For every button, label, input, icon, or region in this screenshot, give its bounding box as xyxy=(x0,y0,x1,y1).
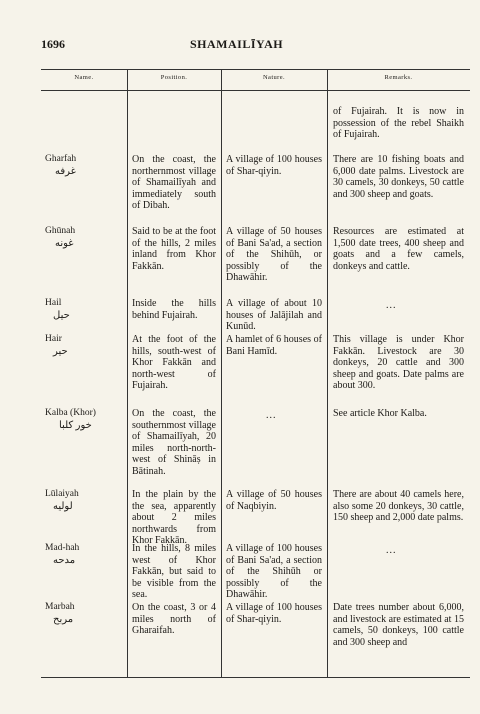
arabic-name: حير xyxy=(53,346,68,358)
entry-remarks: There are 10 fishing boats and 6,000 date palms. Livestock are 30 camels, 30 donkeys, 50 cattle and 300 sheep and goats. xyxy=(333,154,464,200)
entry-position: Said to be at the foot of the hills, 2 miles inland from Khor Fakkān. xyxy=(132,226,216,272)
arabic-name: غرفه xyxy=(55,166,76,178)
arabic-name: حيل xyxy=(53,310,70,322)
column-header-name: Name. xyxy=(74,74,94,81)
entry-position: On the coast, 3 or 4 miles north of Gharaifah. xyxy=(132,602,216,636)
entry-position: In the hills, 8 miles west of Khor Fakkān, but said to be visible from the sea. xyxy=(132,543,216,600)
entry-position: In the plain by the the sea, apparently about 2 miles northwards from Khor Fakkān. xyxy=(132,489,216,546)
entry-nature: A village of 100 houses of Bani Sa'ad, a section of the Shihūh or possibly of the Dhawāhir. xyxy=(226,543,322,600)
running-head: SHAMAILĪYAH xyxy=(190,37,284,51)
arabic-name: مربح xyxy=(53,614,74,626)
column-header-position: Position. xyxy=(160,74,188,81)
table-bottom-rule xyxy=(41,677,470,678)
column-divider-2 xyxy=(221,69,222,677)
entry-remarks: This village is under Khor Fakkān. Livestock are 30 donkeys, 20 cattle and 300 sheep and goats. Date palms are about 300. xyxy=(333,334,464,391)
arabic-name: خور كلبا xyxy=(59,420,92,432)
page-number: 1696 xyxy=(41,37,65,51)
entry-name: Kalba (Khor) خور كلبا xyxy=(45,408,96,432)
arabic-name: مدحه xyxy=(53,555,76,567)
entry-remarks: Date trees number about 6,000, and livestock are estimated at 15 camels, 50 donkeys, 100 cattle and 300 sheep and xyxy=(333,602,464,648)
entry-nature: A village of 50 houses of Bani Sa'ad, a section of the Shihūh, or possibly of the Dhawāhir. xyxy=(226,226,322,283)
entry-name: Hair حير xyxy=(45,334,68,358)
entry-nature: A village of 50 houses of Naqbiyin. xyxy=(226,489,322,512)
entry-nature: A village of 100 houses of Shar-qiyin. xyxy=(226,154,322,177)
entry-position: At the foot of the hills, south-west of Khor Fakkān and north-west of Fujairah. xyxy=(132,334,216,391)
entry-position: Inside the hills behind Fujairah. xyxy=(132,298,216,321)
arabic-name: لوليه xyxy=(53,501,73,513)
entry-remarks: See article Khor Kalba. xyxy=(333,408,427,419)
entry-position: On the coast, the northernmost village of Shamailīyah and immediately south of Dibah. xyxy=(132,154,216,211)
entry-name: Gharfah غرفه xyxy=(45,154,77,178)
column-divider-3 xyxy=(327,69,328,677)
entry-remarks-empty: ... xyxy=(386,300,397,311)
arabic-name: غونه xyxy=(55,238,74,250)
entry-name: Mad-hah مدحه xyxy=(45,543,80,567)
entry-name: Lūlaiyah لوليه xyxy=(45,489,79,513)
entry-nature: A hamlet of 6 houses of Bani Hamīd. xyxy=(226,334,322,357)
entry-name: Ghūnah غونه xyxy=(45,226,76,250)
entry-remarks-empty: ... xyxy=(386,545,397,556)
column-divider-1 xyxy=(127,69,128,677)
entry-nature-empty: ... xyxy=(266,410,277,421)
entry-nature: A village of about 10 houses of Jalājilah and Kunūd. xyxy=(226,298,322,332)
entry-name: Hail حيل xyxy=(45,298,70,322)
continuation-remark: of Fujairah. It is now in possession of the rebel Shaikh of Fujairah. xyxy=(333,106,464,140)
entry-position: On the coast, the southernmost village of Shamailīyah, 20 miles north-north-west of Shināṣ in Bātinah. xyxy=(132,408,216,477)
entry-nature: A village of 100 houses of Shar-qiyin. xyxy=(226,602,322,625)
column-header-remarks: Remarks. xyxy=(384,74,413,81)
column-header-nature: Nature. xyxy=(262,74,286,81)
entry-name: Marbah مربح xyxy=(45,602,75,626)
entry-remarks: There are about 40 camels here, also some 20 donkeys, 30 cattle, 150 sheep and 2,000 date palms. xyxy=(333,489,464,523)
table-header-rule xyxy=(41,90,470,91)
entry-remarks: Resources are estimated at 1,500 date trees, 400 sheep and goats and a few camels, donkeys and cattle. xyxy=(333,226,464,272)
table-top-rule xyxy=(41,69,470,70)
